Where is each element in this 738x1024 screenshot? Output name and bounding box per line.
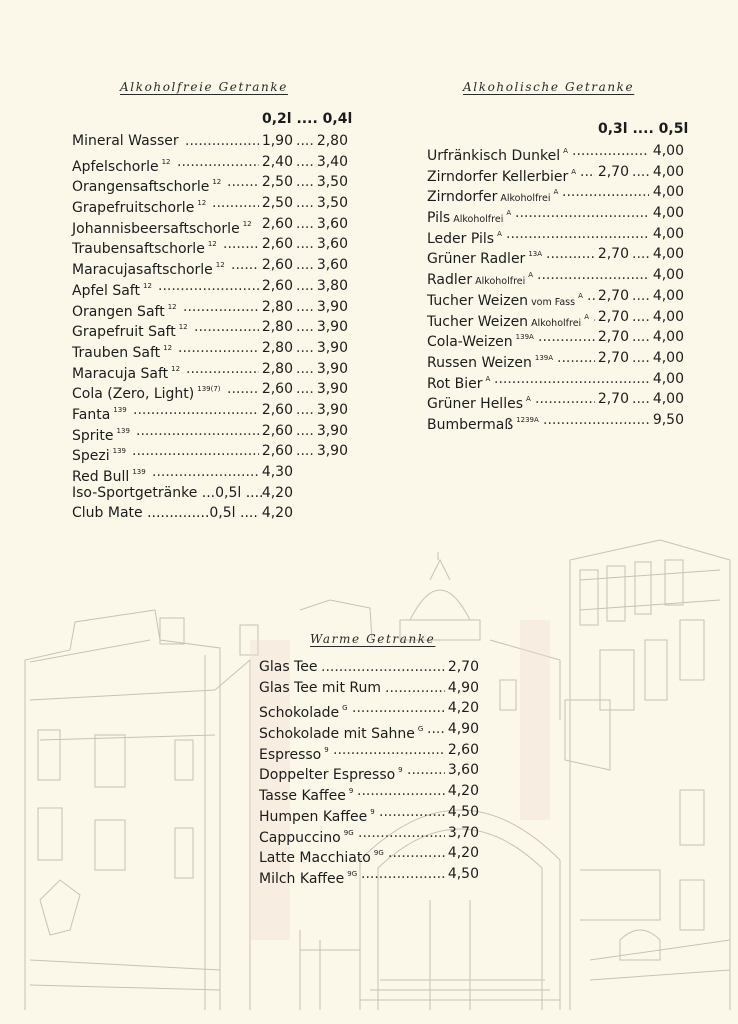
allergen-note: 13A bbox=[528, 250, 543, 259]
allergen-note: 12 bbox=[167, 302, 177, 311]
menu-item bbox=[427, 162, 685, 183]
item-name-text: Red Bull bbox=[72, 469, 130, 485]
price-large: 3,90 bbox=[316, 401, 348, 418]
menu-item bbox=[72, 359, 352, 380]
size-small: 0,2l bbox=[262, 111, 292, 127]
price-large: 3,50 bbox=[316, 195, 348, 212]
item-name-text: Grapefruit Saft bbox=[72, 324, 176, 341]
item-name-text: Cola-Weizen bbox=[427, 334, 513, 351]
allergen-note: 139 bbox=[116, 426, 130, 435]
leader-dots bbox=[361, 864, 445, 885]
price-large: 9,50 bbox=[652, 411, 684, 428]
allergen-note: A bbox=[571, 167, 577, 176]
allergen-note: 9 bbox=[324, 745, 329, 754]
nonalcoholic-list bbox=[72, 131, 352, 524]
item-price: 4,90 bbox=[447, 721, 479, 738]
allergen-note: 12 bbox=[142, 281, 152, 290]
allergen-note: 12 bbox=[161, 157, 171, 166]
leader-dots bbox=[178, 338, 259, 359]
menu-item bbox=[72, 234, 352, 258]
item-price: 4,20 bbox=[261, 505, 293, 522]
price-separator: .... bbox=[296, 401, 314, 418]
price-separator: .... bbox=[296, 422, 314, 439]
item-name-text: Orangen Saft bbox=[72, 303, 165, 320]
leader-dots bbox=[494, 369, 649, 390]
allergen-note: 139 bbox=[112, 447, 126, 456]
menu-item bbox=[427, 286, 685, 307]
warm-list bbox=[259, 657, 481, 885]
leader-dots bbox=[352, 698, 445, 719]
price-large: 4,00 bbox=[652, 287, 684, 304]
allergen-note: 139A bbox=[534, 353, 554, 362]
leader-dots bbox=[185, 131, 259, 152]
leader-dots bbox=[321, 657, 445, 678]
price-small: 2,70 bbox=[597, 391, 629, 408]
menu-item bbox=[72, 338, 352, 359]
price-large: 4,00 bbox=[652, 391, 684, 408]
price-separator: .... bbox=[632, 391, 650, 408]
leader-dots bbox=[593, 307, 595, 328]
item-price: 2,60 bbox=[447, 741, 479, 758]
item-name-text: Doppelter Espresso bbox=[259, 767, 396, 784]
allergen-note: 139(7) bbox=[197, 385, 221, 394]
item-tag: Alkoholfrei bbox=[453, 214, 504, 226]
item-name-text: Glas Tee bbox=[259, 659, 318, 675]
price-separator: .... bbox=[632, 287, 650, 304]
price-separator: .... bbox=[296, 360, 314, 377]
item-name-text: Rot Bier bbox=[427, 375, 483, 392]
item-name-text: Zirndorfer Kellerbier bbox=[427, 168, 569, 185]
price-large: 3,90 bbox=[316, 339, 348, 356]
price-large: 4,00 bbox=[652, 246, 684, 263]
item-name bbox=[259, 864, 357, 890]
item-price: 4,20 bbox=[447, 700, 479, 717]
item-name-text: Maracuja Saft bbox=[72, 365, 169, 382]
leader-dots bbox=[546, 244, 595, 265]
price-separator: .... bbox=[296, 381, 314, 398]
allergen-note: A bbox=[563, 147, 568, 155]
leader-dots bbox=[133, 400, 259, 421]
leader-dots bbox=[358, 823, 445, 844]
price-separator: .... bbox=[632, 329, 650, 346]
menu-item bbox=[72, 131, 352, 152]
price-small: 1,90 bbox=[261, 133, 293, 149]
item-name-text: Cola (Zero, Light) bbox=[72, 386, 195, 403]
menu-item bbox=[259, 802, 481, 823]
item-name-text: Trauben Saft bbox=[72, 344, 161, 361]
alcoholic-size-header bbox=[598, 121, 688, 137]
item-name-text: Cappuccino bbox=[259, 829, 341, 846]
menu-item bbox=[427, 327, 685, 351]
price-small: 2,60 bbox=[261, 381, 293, 398]
price-large: 4,00 bbox=[652, 329, 684, 346]
price-small: 2,70 bbox=[597, 329, 629, 346]
leader-dots bbox=[212, 193, 259, 214]
menu-item bbox=[427, 348, 685, 369]
leader-dots bbox=[183, 297, 259, 318]
price-large: 4,00 bbox=[652, 267, 684, 284]
allergen-note: 12 bbox=[242, 219, 252, 228]
menu-item bbox=[72, 172, 352, 196]
price-small: 2,60 bbox=[261, 257, 293, 274]
menu-item bbox=[72, 276, 352, 297]
price-separator: .... bbox=[296, 319, 314, 336]
item-price: 4,20 bbox=[447, 845, 479, 862]
price-separator: .... bbox=[632, 308, 650, 325]
item-name-text: Traubensaftschorle bbox=[72, 241, 205, 258]
leader-dots bbox=[177, 152, 259, 173]
allergen-note: 12 bbox=[215, 261, 225, 270]
allergen-note: 12 bbox=[178, 323, 188, 332]
menu-item bbox=[72, 152, 352, 173]
menu-item bbox=[259, 843, 481, 867]
price-large: 3,40 bbox=[316, 153, 348, 170]
price-small: 2,60 bbox=[261, 277, 293, 294]
leader-dots bbox=[538, 327, 595, 348]
item-name-text: Pils bbox=[427, 210, 451, 227]
menu-item bbox=[259, 781, 481, 805]
allergen-note: 9G bbox=[343, 828, 354, 837]
menu-item bbox=[259, 823, 481, 844]
leader-dots bbox=[136, 421, 259, 442]
price-separator: .... bbox=[296, 257, 314, 274]
price-large: 4,00 bbox=[652, 225, 684, 242]
item-price: 3,60 bbox=[447, 762, 479, 779]
allergen-note: 139 bbox=[113, 405, 127, 414]
allergen-note: 139 bbox=[132, 468, 146, 476]
menu-item bbox=[427, 265, 685, 289]
nonalcoholic-size-header bbox=[262, 111, 352, 127]
price-large: 3,60 bbox=[316, 257, 348, 274]
price-small: 2,60 bbox=[261, 236, 293, 253]
item-name-text: Glas Tee mit Rum bbox=[259, 679, 381, 696]
price-large: 3,60 bbox=[316, 215, 348, 232]
leader-dots bbox=[227, 379, 259, 400]
menu-item bbox=[72, 193, 352, 217]
price-separator: .... bbox=[296, 133, 314, 149]
leader-dots bbox=[379, 802, 445, 823]
menu-item bbox=[427, 141, 685, 162]
leader-dots bbox=[223, 234, 259, 255]
price-small: 2,80 bbox=[261, 339, 293, 356]
price-large: 4,00 bbox=[652, 205, 684, 222]
allergen-note: A bbox=[578, 291, 583, 300]
menu-item bbox=[72, 503, 352, 524]
size-small: 0,3l bbox=[598, 121, 628, 137]
leader-dots bbox=[357, 781, 445, 802]
item-tag: Alkoholfrei bbox=[500, 193, 551, 205]
item-tag: vom Fass bbox=[531, 296, 576, 308]
menu-item bbox=[72, 317, 352, 341]
allergen-note: 9 bbox=[370, 807, 375, 816]
leader-dots bbox=[427, 719, 445, 740]
warm-section-title: Warme Getranke bbox=[310, 632, 436, 646]
item-price: 4,50 bbox=[447, 865, 479, 882]
size-large: 0,5l bbox=[658, 121, 689, 137]
price-small: 2,70 bbox=[597, 308, 629, 325]
item-name-text: Tucher Weizen bbox=[427, 292, 529, 309]
item-name-text: Bumbermaß bbox=[427, 416, 514, 433]
leader-dots bbox=[385, 678, 445, 699]
leader-dots bbox=[407, 760, 445, 781]
price-large: 3,90 bbox=[316, 422, 348, 439]
leader-dots bbox=[587, 286, 595, 307]
item-name-text: Leder Pils bbox=[427, 230, 495, 247]
item-name-text: Apfel Saft bbox=[72, 282, 140, 299]
price-small: 2,60 bbox=[261, 215, 293, 232]
allergen-note: A bbox=[526, 395, 531, 404]
item-price: 4,50 bbox=[447, 803, 479, 820]
price-small: 2,70 bbox=[597, 163, 629, 180]
price-small: 2,80 bbox=[261, 319, 293, 336]
allergen-note: 12 bbox=[197, 199, 207, 208]
item-name-text: Fanta bbox=[72, 406, 111, 423]
menu-item bbox=[259, 740, 481, 761]
menu-item bbox=[427, 410, 685, 431]
size-separator: .... bbox=[632, 121, 654, 137]
allergen-note: A bbox=[497, 229, 502, 238]
price-separator: .... bbox=[632, 163, 650, 180]
item-name-text: Espresso bbox=[259, 746, 322, 763]
price-separator: .... bbox=[296, 339, 314, 356]
price-small: 2,60 bbox=[261, 422, 293, 439]
menu-item bbox=[72, 441, 352, 465]
price-large: 3,90 bbox=[316, 360, 348, 377]
price-small: 2,70 bbox=[597, 287, 629, 304]
leader-dots bbox=[231, 255, 259, 276]
allergen-note: 12 bbox=[212, 178, 222, 187]
allergen-note: G bbox=[342, 704, 348, 713]
menu-item bbox=[427, 182, 685, 206]
price-large: 4,00 bbox=[652, 349, 684, 366]
allergen-note: G bbox=[417, 725, 424, 734]
item-name-text: Orangensaftschorle bbox=[72, 179, 210, 196]
leader-dots bbox=[158, 276, 259, 297]
allergen-note: 12 bbox=[207, 240, 217, 249]
item-name bbox=[427, 410, 539, 436]
price-separator: .... bbox=[296, 298, 314, 315]
item-name-text: Spezi bbox=[72, 448, 110, 465]
item-name-text: Schokolade mit Sahne bbox=[259, 726, 415, 743]
leader-dots bbox=[388, 843, 445, 864]
allergen-note: A bbox=[553, 188, 559, 197]
item-name-text: Russen Weizen bbox=[427, 354, 532, 371]
item-price: 4,90 bbox=[447, 679, 479, 696]
leader-dots bbox=[543, 410, 649, 431]
item-name-text: Radler bbox=[427, 272, 473, 289]
size-separator: .... bbox=[296, 111, 318, 127]
item-name bbox=[259, 657, 317, 678]
item-price: 2,70 bbox=[447, 659, 479, 675]
allergen-note: 9 bbox=[348, 787, 354, 796]
allergen-note: 12 bbox=[171, 364, 181, 373]
item-name bbox=[72, 131, 179, 152]
menu-item bbox=[259, 760, 481, 784]
item-name-text: Humpen Kaffee bbox=[259, 808, 368, 825]
leader-dots bbox=[537, 265, 649, 286]
menu-item bbox=[259, 864, 481, 885]
item-name-text: Tucher Weizen bbox=[427, 313, 529, 330]
menu-item bbox=[427, 203, 685, 227]
leader-dots bbox=[562, 182, 649, 203]
leader-dots bbox=[152, 462, 259, 483]
price-large: 4,00 bbox=[652, 163, 684, 180]
price-separator: .... bbox=[296, 236, 314, 253]
price-separator: .... bbox=[296, 215, 314, 232]
price-small: 2,60 bbox=[261, 443, 293, 460]
price-large: 3,80 bbox=[316, 277, 348, 294]
price-large: 3,60 bbox=[316, 236, 348, 253]
price-small: 2,50 bbox=[261, 174, 293, 191]
price-small: 4,30 bbox=[261, 464, 293, 480]
item-name-text: Johannisbeersaftschorle bbox=[72, 220, 240, 237]
price-separator: .... bbox=[296, 277, 314, 294]
leader-dots bbox=[194, 317, 259, 338]
alcoholic-list bbox=[427, 141, 685, 431]
leader-dots bbox=[186, 359, 259, 380]
alcoholic-section-title: Alkoholische Getranke bbox=[463, 80, 635, 94]
menu-item bbox=[259, 678, 481, 699]
menu-item bbox=[427, 307, 685, 328]
menu-item bbox=[427, 369, 685, 390]
leader-dots bbox=[333, 740, 445, 761]
item-tag: Alkoholfrei bbox=[475, 276, 526, 288]
item-name-text: Maracujasaftschorle bbox=[72, 262, 213, 279]
item-name: Club Mate ..............0,5l .... bbox=[72, 505, 258, 522]
item-name-text: Latte Macchiato bbox=[259, 850, 371, 867]
price-small: 2,80 bbox=[261, 360, 293, 377]
item-name-text: Apfelschorle bbox=[72, 158, 159, 175]
menu-item bbox=[427, 244, 685, 268]
menu-item bbox=[72, 214, 352, 235]
leader-dots bbox=[535, 389, 595, 410]
menu-item bbox=[427, 224, 685, 245]
price-small: 2,40 bbox=[261, 153, 293, 170]
price-large: 2,80 bbox=[316, 133, 348, 149]
item-name-text: Tasse Kaffee bbox=[259, 788, 346, 805]
item-price: 3,70 bbox=[447, 824, 479, 841]
price-small: 2,70 bbox=[597, 246, 629, 263]
price-separator: .... bbox=[296, 195, 314, 212]
menu-item bbox=[72, 462, 352, 483]
item-name-text: Grapefruitschorle bbox=[72, 200, 195, 217]
item-name-text: Zirndorfer bbox=[427, 189, 498, 206]
item-name-text: Mineral Wasser bbox=[72, 133, 179, 149]
price-large: 4,00 bbox=[652, 370, 684, 387]
allergen-note: 139A bbox=[515, 333, 534, 342]
price-large: 3,90 bbox=[316, 443, 348, 460]
size-large: 0,4l bbox=[322, 111, 353, 127]
price-small: 2,60 bbox=[261, 401, 293, 418]
price-large: 3,50 bbox=[316, 174, 348, 191]
allergen-note: 12 bbox=[163, 343, 173, 352]
price-small: 2,70 bbox=[597, 349, 629, 366]
item-price: 4,20 bbox=[261, 484, 293, 501]
allergen-note: A bbox=[528, 271, 534, 280]
price-small: 2,80 bbox=[261, 298, 293, 315]
menu-item bbox=[72, 255, 352, 279]
item-name-text: Grüner Radler bbox=[427, 251, 526, 268]
leader-dots bbox=[258, 214, 259, 235]
item-name: Iso-Sportgetränke ...0,5l .... bbox=[72, 484, 264, 501]
menu-item bbox=[72, 421, 352, 442]
menu-item bbox=[259, 719, 481, 743]
menu-item bbox=[259, 698, 481, 722]
price-large: 4,00 bbox=[652, 143, 684, 159]
leader-dots bbox=[132, 441, 259, 462]
allergen-note: A bbox=[485, 374, 491, 383]
allergen-note: A bbox=[584, 312, 589, 321]
allergen-note: 9 bbox=[398, 766, 403, 775]
price-large: 3,90 bbox=[316, 298, 348, 315]
item-name bbox=[259, 678, 381, 699]
allergen-note: A bbox=[506, 209, 512, 218]
item-name-text: Schokolade bbox=[259, 705, 340, 722]
menu-item bbox=[72, 483, 352, 504]
price-large: 3,90 bbox=[316, 381, 348, 398]
menu-item bbox=[72, 297, 352, 318]
leader-dots bbox=[506, 224, 649, 245]
price-large: 4,00 bbox=[652, 184, 684, 201]
price-small: 2,50 bbox=[261, 195, 293, 212]
menu-item bbox=[259, 657, 481, 678]
price-separator: .... bbox=[296, 174, 314, 191]
leader-dots bbox=[580, 162, 595, 183]
menu-item bbox=[427, 389, 685, 413]
item-price: 4,20 bbox=[447, 783, 479, 800]
item-name-text: Sprite bbox=[72, 427, 114, 444]
allergen-note: 9G bbox=[347, 869, 358, 878]
menu-item bbox=[72, 400, 352, 421]
price-separator: .... bbox=[632, 349, 650, 366]
item-name-text: Urfränkisch Dunkel bbox=[427, 148, 561, 164]
item-name-text: Grüner Helles bbox=[427, 396, 523, 413]
leader-dots bbox=[572, 141, 649, 162]
menu-item bbox=[72, 379, 352, 403]
price-separator: .... bbox=[296, 443, 314, 460]
item-name-text: Milch Kaffee bbox=[259, 870, 345, 887]
price-large: 3,90 bbox=[316, 319, 348, 336]
leader-dots bbox=[227, 172, 259, 193]
allergen-note: 9G bbox=[373, 849, 384, 858]
price-separator: .... bbox=[296, 153, 314, 170]
price-separator: .... bbox=[632, 246, 650, 263]
price-large: 4,00 bbox=[652, 308, 684, 325]
leader-dots bbox=[557, 348, 595, 369]
item-tag: Alkoholfrei bbox=[531, 317, 582, 329]
leader-dots bbox=[515, 203, 649, 224]
nonalcoholic-section-title: Alkoholfreie Getranke bbox=[120, 80, 288, 94]
allergen-note: 1239A bbox=[516, 415, 539, 424]
